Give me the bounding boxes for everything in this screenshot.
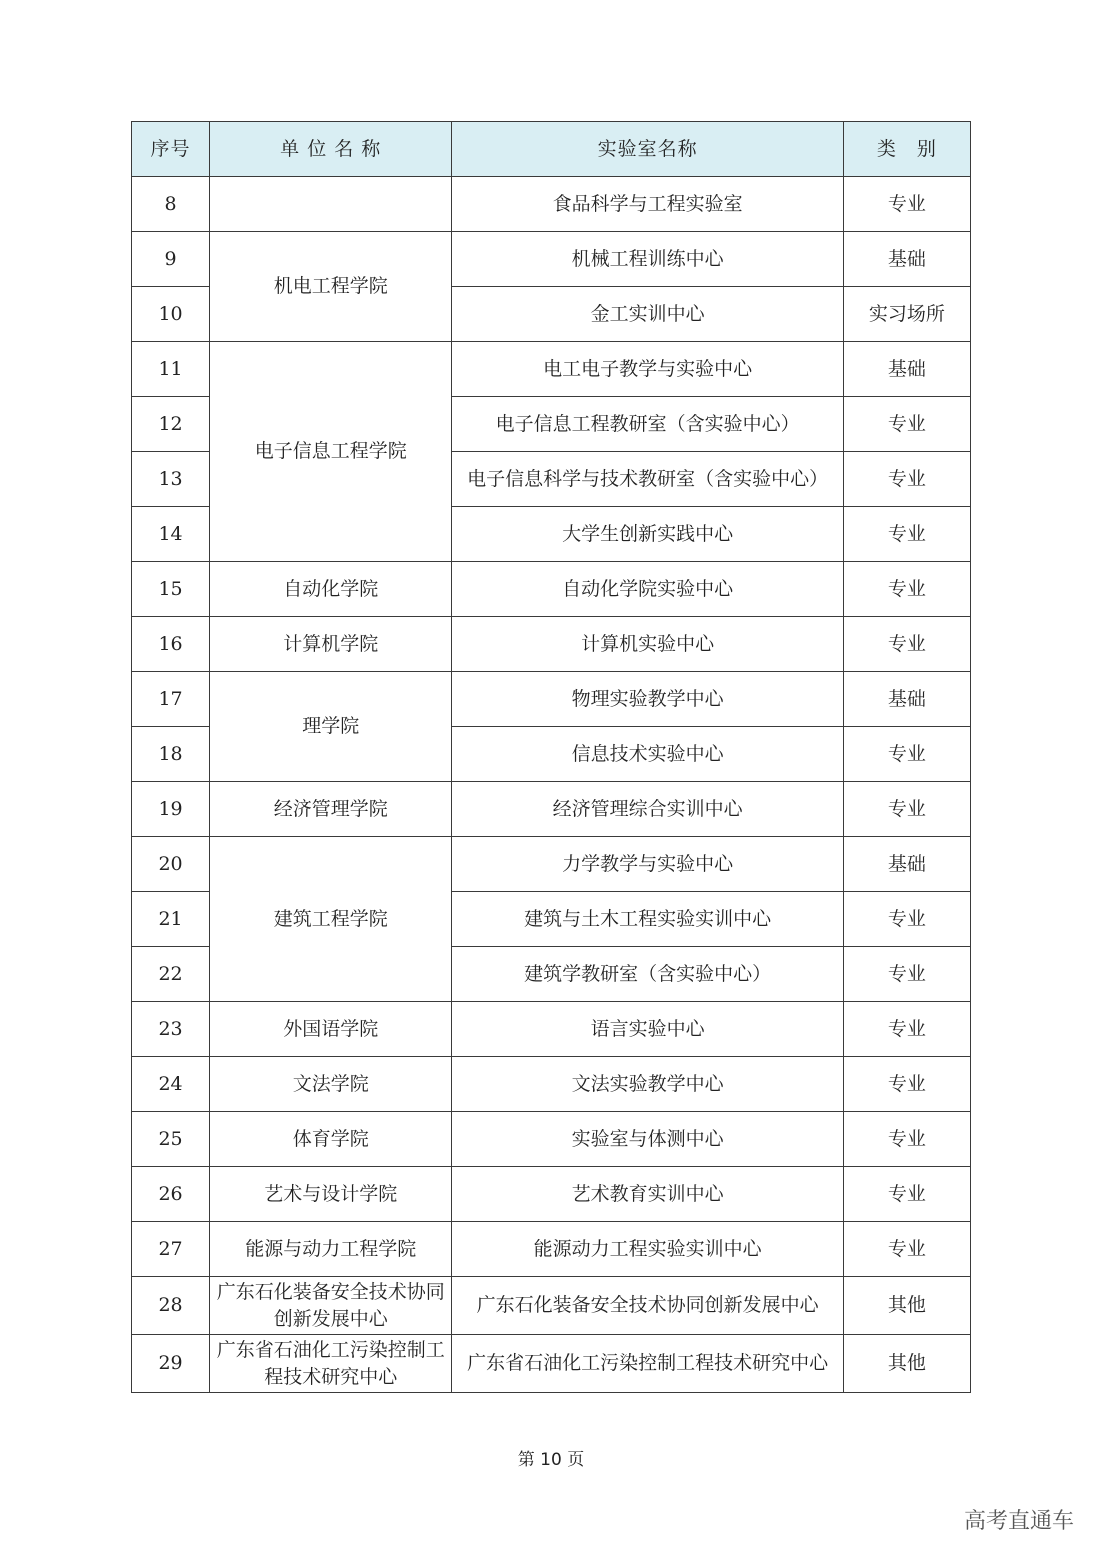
- cell-lab-name: 电子信息科学与技术教研室（含实验中心）: [452, 452, 843, 507]
- header-serial-number: 序号: [132, 122, 210, 177]
- cell-lab-name: 实验室与体测中心: [452, 1112, 843, 1167]
- cell-serial-number: 25: [132, 1112, 210, 1167]
- cell-serial-number: 22: [132, 947, 210, 1002]
- table-row: [132, 1222, 971, 1277]
- table-row: [132, 1335, 971, 1393]
- cell-serial-number: 23: [132, 1002, 210, 1057]
- cell-lab-name: 食品科学与工程实验室: [452, 177, 843, 232]
- cell-unit-name: 理学院: [210, 672, 452, 782]
- table-row: [132, 1002, 971, 1057]
- cell-unit-name: 广东省石油化工污染控制工程技术研究中心: [210, 1335, 452, 1393]
- cell-serial-number: 20: [132, 837, 210, 892]
- cell-unit-name: [210, 177, 452, 232]
- table-row: [132, 782, 971, 837]
- cell-unit-name: 广东石化装备安全技术协同创新发展中心: [210, 1277, 452, 1335]
- cell-lab-name: 大学生创新实践中心: [452, 507, 843, 562]
- cell-lab-name: 电工电子教学与实验中心: [452, 342, 843, 397]
- cell-category: 基础: [843, 672, 970, 727]
- table-row: [132, 1277, 971, 1335]
- cell-serial-number: 10: [132, 287, 210, 342]
- cell-lab-name: 计算机实验中心: [452, 617, 843, 672]
- cell-serial-number: 12: [132, 397, 210, 452]
- table-row: [132, 1057, 971, 1112]
- cell-lab-name: 艺术教育实训中心: [452, 1167, 843, 1222]
- cell-lab-name: 信息技术实验中心: [452, 727, 843, 782]
- table-row: [132, 177, 971, 232]
- cell-serial-number: 16: [132, 617, 210, 672]
- cell-serial-number: 21: [132, 892, 210, 947]
- cell-category: 专业: [843, 1057, 970, 1112]
- cell-category: 基础: [843, 232, 970, 287]
- cell-lab-name: 建筑学教研室（含实验中心）: [452, 947, 843, 1002]
- watermark-text: 高考直通车: [963, 1509, 1074, 1534]
- cell-category: 专业: [843, 1002, 970, 1057]
- cell-serial-number: 29: [132, 1335, 210, 1393]
- cell-category: 其他: [843, 1277, 970, 1335]
- table-row: [132, 1112, 971, 1167]
- cell-unit-name: 自动化学院: [210, 562, 452, 617]
- cell-serial-number: 18: [132, 727, 210, 782]
- cell-category: 其他: [843, 1335, 970, 1393]
- cell-serial-number: 11: [132, 342, 210, 397]
- header-unit-name: 单 位 名 称: [210, 122, 452, 177]
- cell-serial-number: 14: [132, 507, 210, 562]
- cell-lab-name: 电子信息工程教研室（含实验中心）: [452, 397, 843, 452]
- cell-serial-number: 8: [132, 177, 210, 232]
- cell-lab-name: 自动化学院实验中心: [452, 562, 843, 617]
- cell-unit-name: 体育学院: [210, 1112, 452, 1167]
- cell-category: 专业: [843, 397, 970, 452]
- cell-serial-number: 15: [132, 562, 210, 617]
- cell-category: 专业: [843, 177, 970, 232]
- cell-serial-number: 13: [132, 452, 210, 507]
- table-row: [132, 1167, 971, 1222]
- cell-unit-name: 电子信息工程学院: [210, 342, 452, 562]
- cell-unit-name: 机电工程学院: [210, 232, 452, 342]
- cell-category: 专业: [843, 562, 970, 617]
- cell-category: 专业: [843, 1167, 970, 1222]
- cell-serial-number: 26: [132, 1167, 210, 1222]
- table-row: [132, 672, 971, 727]
- cell-lab-name: 建筑与土木工程实验实训中心: [452, 892, 843, 947]
- cell-lab-name: 广东省石油化工污染控制工程技术研究中心: [452, 1335, 843, 1393]
- table-row: [132, 837, 971, 892]
- cell-category: 专业: [843, 617, 970, 672]
- cell-lab-name: 能源动力工程实验实训中心: [452, 1222, 843, 1277]
- cell-unit-name: 经济管理学院: [210, 782, 452, 837]
- cell-category: 专业: [843, 947, 970, 1002]
- cell-lab-name: 文法实验教学中心: [452, 1057, 843, 1112]
- cell-category: 专业: [843, 727, 970, 782]
- table-header-row: [132, 122, 971, 177]
- cell-category: 基础: [843, 837, 970, 892]
- cell-category: 专业: [843, 1112, 970, 1167]
- cell-category: 专业: [843, 1222, 970, 1277]
- header-lab-name: 实验室名称: [452, 122, 843, 177]
- cell-category: 基础: [843, 342, 970, 397]
- cell-category: 专业: [843, 507, 970, 562]
- cell-unit-name: 外国语学院: [210, 1002, 452, 1057]
- table-row: [132, 562, 971, 617]
- cell-serial-number: 27: [132, 1222, 210, 1277]
- cell-unit-name: 文法学院: [210, 1057, 452, 1112]
- cell-serial-number: 19: [132, 782, 210, 837]
- cell-unit-name: 能源与动力工程学院: [210, 1222, 452, 1277]
- table-row: [132, 342, 971, 397]
- cell-category: 实习场所: [843, 287, 970, 342]
- cell-serial-number: 17: [132, 672, 210, 727]
- cell-serial-number: 9: [132, 232, 210, 287]
- cell-lab-name: 力学教学与实验中心: [452, 837, 843, 892]
- table-row: [132, 232, 971, 287]
- cell-lab-name: 物理实验教学中心: [452, 672, 843, 727]
- table-row: [132, 617, 971, 672]
- header-category: 类 别: [843, 122, 970, 177]
- laboratory-table: [131, 121, 971, 1393]
- cell-lab-name: 经济管理综合实训中心: [452, 782, 843, 837]
- cell-serial-number: 28: [132, 1277, 210, 1335]
- cell-unit-name: 建筑工程学院: [210, 837, 452, 1002]
- cell-serial-number: 24: [132, 1057, 210, 1112]
- cell-unit-name: 计算机学院: [210, 617, 452, 672]
- cell-category: 专业: [843, 892, 970, 947]
- cell-lab-name: 广东石化装备安全技术协同创新发展中心: [452, 1277, 843, 1335]
- cell-category: 专业: [843, 782, 970, 837]
- cell-lab-name: 语言实验中心: [452, 1002, 843, 1057]
- cell-lab-name: 金工实训中心: [452, 287, 843, 342]
- cell-category: 专业: [843, 452, 970, 507]
- cell-unit-name: 艺术与设计学院: [210, 1167, 452, 1222]
- page-number: 第 10 页: [517, 1450, 585, 1470]
- cell-lab-name: 机械工程训练中心: [452, 232, 843, 287]
